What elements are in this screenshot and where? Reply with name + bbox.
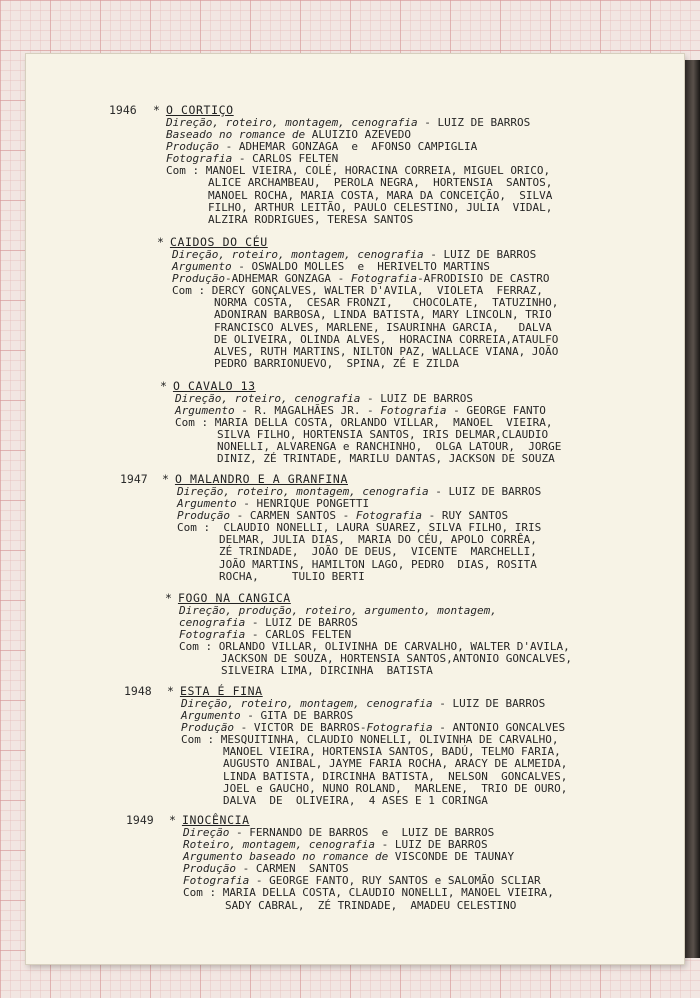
asterisk-bullet-icon: *	[167, 684, 174, 698]
credits-block	[175, 393, 561, 466]
credit-names: - LUIZ DE BARROS	[423, 248, 537, 261]
credit-names: CLAUDIO NONELLI, LAURA SUAREZ, SILVA FILHO, IRIS	[210, 521, 542, 535]
film-year: 1949	[126, 813, 154, 827]
credit-role: Direção	[183, 826, 230, 839]
credit-names: MANOEL VIEIRA, HORTENSIA SANTOS, BADÚ, TELMO FARIA,	[223, 745, 561, 759]
credit-role: Direção, roteiro, montagem, cenografia	[172, 248, 424, 261]
credit-line	[183, 900, 554, 912]
credit-role: Produção	[183, 862, 236, 876]
film-year: 1947	[120, 472, 148, 486]
credit-names: JACKSON DE SOUZA, HORTENSIA SANTOS,ANTONIO GONCALVES,	[221, 652, 572, 666]
credit-role: Argumento	[177, 497, 237, 511]
credit-names: VISCONDE DE TAUNAY	[388, 850, 515, 864]
credit-names: DE OLIVEIRA, OLINDA ALVES, HORACINA CORREIA,ATAULFO	[214, 332, 559, 346]
credit-names: ALICE ARCHAMBEAU, PEROLA NEGRA, HORTENSIA SANTOS,	[208, 176, 553, 190]
credit-names: ALUIZIO AZEVEDO	[305, 128, 412, 142]
credit-names: SADY CABRAL, ZÉ TRINDADE, AMADEU CELESTINO	[225, 898, 517, 912]
filmography-page	[26, 54, 684, 964]
credit-role: Baseado no romance de	[166, 128, 306, 142]
film-heading	[153, 104, 234, 116]
credit-names: -ADHEMAR GONZAGA -	[224, 272, 351, 286]
credit-role: Argumento	[172, 260, 232, 274]
credit-role: Argumento	[175, 404, 235, 418]
film-title: O CAVALO 13	[172, 379, 256, 393]
credit-names: - LUIZ DE BARROS	[417, 116, 531, 129]
credit-names: - LUIZ DE BARROS	[428, 485, 542, 498]
credits-block	[183, 827, 554, 912]
credit-names: SILVEIRA LIMA, DIRCINHA BATISTA	[221, 664, 433, 678]
credit-role: Fotografia	[380, 404, 447, 418]
asterisk-bullet-icon: *	[153, 103, 160, 117]
credits-block	[179, 605, 572, 678]
credit-names: MANOEL VIEIRA, COLÉ, HORACINA CORREIA, MIGUEL ORICO,	[199, 164, 551, 178]
credit-line	[181, 795, 567, 807]
credit-role: Produção	[172, 272, 225, 286]
credit-names: - GEORGE FANTO, RUY SANTOS e SALOMÃO SCLIAR	[249, 874, 541, 888]
credit-names: - ADHEMAR GONZAGA e AFONSO CAMPIGLIA	[218, 140, 478, 154]
credit-role: Direção, roteiro, montagem, cenografia	[177, 485, 429, 498]
credit-line	[172, 358, 558, 370]
asterisk-bullet-icon: *	[169, 813, 176, 827]
film-title: O CORTIÇO	[165, 103, 234, 117]
credit-names: LINDA BATISTA, DIRCINHA BATISTA, NELSON GONCALVES,	[223, 769, 568, 783]
credits-block	[166, 117, 552, 226]
film-year: 1946	[109, 103, 137, 117]
credit-role: Produção	[166, 140, 219, 154]
film-heading	[157, 236, 268, 248]
credit-role: Com :	[181, 733, 215, 747]
credit-names: ADONIRAN BARBOSA, LINDA BATISTA, MARY LINCOLN, TRIO	[214, 308, 552, 322]
credit-role: Produção	[181, 721, 234, 735]
credit-names: - LUIZ DE BARROS	[432, 697, 546, 710]
credit-role: Fotografia	[350, 272, 418, 286]
credit-names: NORMA COSTA, CESAR FRONZI, CHOCOLATE, TATUZINHO,	[214, 296, 559, 310]
credit-names: ROCHA, TULIO BERTI	[219, 569, 365, 583]
credit-names: MESQUITINHA, CLAUDIO NONELLI, OLIVINHA DE CARVALHO,	[214, 733, 559, 747]
credit-role: Com :	[166, 164, 200, 178]
film-title: ESTA É FINA	[179, 684, 263, 698]
credit-names: DALVA DE OLIVEIRA, 4 ASES E 1 CORINGA	[223, 793, 488, 807]
credit-names: ORLANDO VILLAR, OLIVINHA DE CARVALHO, WALTER D'AVILA,	[212, 640, 570, 654]
credit-role: Com :	[172, 284, 206, 298]
credit-line	[179, 665, 572, 677]
credit-role: Direção, roteiro, montagem, cenografia	[181, 697, 433, 710]
credit-role: Direção, roteiro, cenografia	[175, 392, 361, 405]
credit-names: - GEORGE FANTO	[446, 404, 546, 418]
credit-names: - HENRIQUE PONGETTI	[236, 497, 370, 511]
asterisk-bullet-icon: *	[160, 379, 167, 393]
credit-names: - LUIZ DE BARROS	[245, 616, 358, 630]
film-title: O MALANDRO E A GRANFINA	[174, 472, 348, 486]
credit-role: Produção	[177, 509, 230, 523]
credit-role: Direção, produção, roteiro, argumento, montagem,	[179, 604, 497, 617]
credit-names: - R. MAGALHÃES JR. -	[234, 404, 381, 418]
credit-names: AUGUSTO ANIBAL, JAYME FARIA ROCHA, ARACY DE ALMEIDA,	[223, 757, 568, 771]
credit-names: - OSWALDO MOLLES e HERIVELTO MARTINS	[231, 260, 490, 274]
credit-line	[175, 453, 561, 465]
credit-role: Direção, roteiro, montagem, cenografia	[166, 116, 418, 129]
film-heading	[162, 473, 348, 485]
credit-role: Com :	[177, 521, 211, 535]
credit-role: Fotografia	[166, 152, 233, 166]
credit-names: - CARMEN SANTOS -	[229, 509, 356, 523]
credit-role: Com :	[179, 640, 213, 654]
asterisk-bullet-icon: *	[157, 235, 164, 249]
credit-names: DERCY GONÇALVES, WALTER D'AVILA, VIOLETA FERRAZ,	[205, 284, 543, 298]
credit-names: - ANTONIO GONCALVES	[432, 721, 566, 735]
credit-names: PEDRO BARRIONUEVO, SPINA, ZÉ E ZILDA	[214, 356, 460, 370]
film-heading	[167, 685, 263, 697]
credit-role: Argumento	[181, 709, 241, 723]
asterisk-bullet-icon: *	[165, 591, 172, 605]
credit-role: Fotografia	[183, 874, 250, 888]
credit-names: SILVA FILHO, HORTENSIA SANTOS, IRIS DELMAR,CLAUDIO	[217, 428, 549, 442]
film-title: FOGO NA CANGICA	[177, 591, 291, 605]
credit-line	[177, 571, 541, 583]
credit-names: MARIA DELLA COSTA, CLAUDIO NONELLI, MANOEL VIEIRA,	[216, 886, 554, 900]
film-heading	[169, 814, 250, 826]
credit-names: - FERNANDO DE BARROS e LUIZ DE BARROS	[229, 826, 495, 839]
credits-block	[177, 486, 541, 583]
credit-names: DINIZ, ZÉ TRINTADE, MARILU DANTAS, JACKSON DE SOUZA	[217, 452, 555, 466]
credit-names: - LUIZ DE BARROS	[360, 392, 474, 405]
credit-names: NONELLI, ALVARENGA e RANCHINHO, OLGA LATOUR, JORGE	[217, 440, 562, 454]
credit-names: - GITA DE BARROS	[240, 709, 354, 723]
asterisk-bullet-icon: *	[162, 472, 169, 486]
credit-role: Com :	[175, 416, 209, 430]
credits-block	[181, 698, 567, 807]
credit-names: - VICTOR DE BARROS-	[233, 721, 367, 735]
credit-role: Roteiro, montagem, cenografia	[183, 838, 376, 852]
credit-role: Fotografia	[355, 509, 423, 523]
credits-block	[172, 249, 558, 370]
credit-names: - CARLOS FELTEN	[245, 628, 352, 642]
credit-line	[166, 214, 552, 226]
credit-names: - RUY SANTOS	[422, 509, 509, 523]
credit-names: - LUIZ DE BARROS	[375, 838, 488, 852]
film-year: 1948	[124, 684, 152, 698]
credit-role: Com :	[183, 886, 217, 900]
credit-names: ALZIRA RODRIGUES, TERESA SANTOS	[208, 212, 414, 226]
film-title: CAIDOS DO CÉU	[169, 235, 268, 249]
film-title: INOCÊNCIA	[181, 813, 250, 827]
credit-names: - CARLOS FELTEN	[232, 152, 339, 166]
credit-names: FILHO, ARTHUR LEITÃO, PAULO CELESTINO, JULIA VIDAL,	[208, 200, 553, 214]
credit-names: MARIA DELLA COSTA, ORLANDO VILLAR, MANOEL VIEIRA,	[208, 416, 553, 430]
credit-role: Fotografia	[179, 628, 246, 642]
credit-names: - CARMEN SANTOS	[235, 862, 349, 876]
film-heading	[165, 592, 291, 604]
adjacent-photo-edge	[683, 60, 700, 958]
credit-names: -AFRODISIO DE CASTRO	[417, 272, 550, 286]
credit-names: JOÃO MARTINS, HAMILTON LAGO, PEDRO DIAS, ROSITA	[219, 557, 537, 571]
credit-role: cenografia	[179, 616, 246, 630]
credit-role: Argumento baseado no romance de	[183, 850, 389, 864]
credit-names: ZÉ TRINDADE, JOÃO DE DEUS, VICENTE MARCHELLI,	[219, 545, 537, 559]
credit-names: JOEL e GAUCHO, NUNO ROLAND, MARLENE, TRIO DE OURO,	[223, 781, 568, 795]
credit-names: DELMAR, JULIA DIAS, MARIA DO CÉU, APOLO CORRÊA,	[219, 533, 537, 547]
credit-names: MANOEL ROCHA, MARIA COSTA, MARA DA CONCEIÇÃO, SILVA	[208, 188, 553, 202]
film-heading	[160, 380, 256, 392]
credit-role: Fotografia	[366, 721, 433, 735]
credit-names: ALVES, RUTH MARTINS, NILTON PAZ, WALLACE VIANA, JOÃO	[214, 344, 559, 358]
credit-names: FRANCISCO ALVES, MARLENE, ISAURINHA GARCIA, DALVA	[214, 320, 552, 334]
